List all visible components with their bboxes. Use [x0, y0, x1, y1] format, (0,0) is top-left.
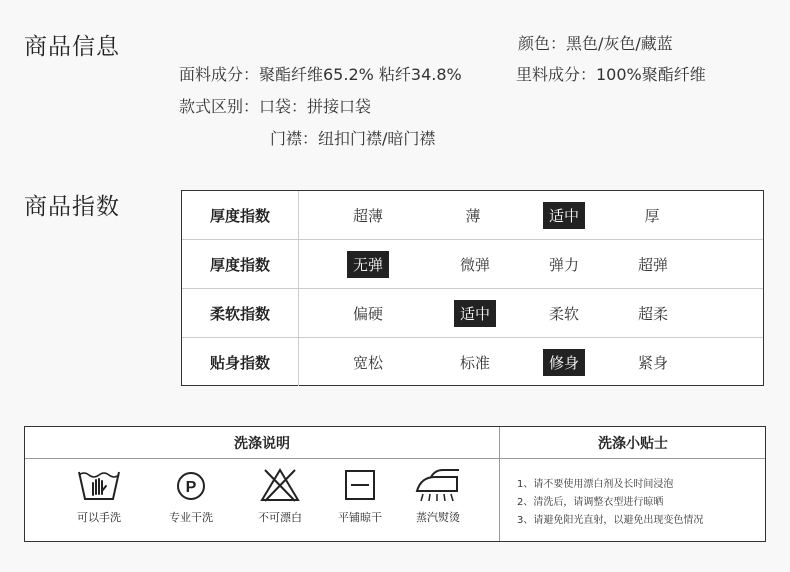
- care-item-label: 可以手洗: [77, 511, 121, 524]
- index-option: 超薄: [352, 206, 383, 225]
- wash-instructions-title: 洗涤说明: [234, 435, 290, 452]
- index-row-fit: [182, 337, 763, 386]
- index-option: 柔软: [548, 304, 579, 323]
- index-row-label: 厚度指数: [182, 240, 299, 288]
- wash-tip: 1、请不要使用漂白剂及长时间浸泡: [517, 479, 674, 490]
- index-option: 标准: [459, 353, 490, 372]
- index-option-selected: 无弹: [328, 240, 408, 288]
- index-option: 薄: [465, 206, 481, 225]
- index-option-selected: 适中: [435, 289, 515, 337]
- care-item-label: 专业干洗: [169, 511, 213, 524]
- care-item-no-bleach: [235, 467, 325, 525]
- wash-tips-title: 洗涤小贴士: [598, 435, 668, 452]
- index-option-selected: 适中: [524, 191, 604, 239]
- care-divider: [25, 458, 765, 459]
- style-info: 款式区别：口袋：拼接口袋: [179, 97, 372, 116]
- product-index-table: [181, 190, 764, 386]
- index-row-thickness: [182, 191, 763, 239]
- index-option-selected: 修身: [524, 338, 604, 386]
- index-row-label: 柔软指数: [182, 289, 299, 337]
- flat-dry-icon: [337, 467, 383, 503]
- steam-iron-icon: [413, 467, 463, 503]
- index-option: 紧身: [637, 353, 668, 372]
- index-row-softness: [182, 288, 763, 337]
- product-info-title: 商品信息: [24, 34, 120, 60]
- care-item-dry-clean: [146, 467, 236, 525]
- placket-info: 门襟：纽扣门襟/暗门襟: [270, 129, 436, 148]
- fabric-info: 面料成分：聚酯纤维65.2% 粘纤34.8%: [179, 65, 462, 84]
- care-item-hand-wash: [54, 467, 144, 525]
- index-row-label: 厚度指数: [182, 191, 299, 239]
- index-option: 弹力: [548, 255, 579, 274]
- index-option: 偏硬: [352, 304, 383, 323]
- care-item-label: 蒸汽熨烫: [416, 511, 460, 524]
- care-table: [24, 426, 766, 542]
- color-info: 颜色：黑色/灰色/藏蓝: [518, 34, 673, 53]
- care-item-label: 不可漂白: [258, 511, 302, 524]
- index-row-elasticity: [182, 239, 763, 288]
- svg-text:P: P: [185, 479, 197, 496]
- no-bleach-icon: [257, 467, 303, 503]
- index-option: 超柔: [637, 304, 668, 323]
- care-item-label: 平铺晾干: [338, 511, 382, 524]
- care-item-flat-dry: [315, 467, 405, 525]
- dry-clean-icon: [168, 467, 214, 503]
- product-index-title: 商品指数: [24, 194, 120, 220]
- lining-info: 里料成分：100%聚酯纤维: [516, 65, 706, 84]
- hand-wash-icon: [76, 467, 122, 503]
- index-option: 微弹: [459, 255, 490, 274]
- wash-tip: 2、清洗后，请调整衣型进行晾晒: [517, 497, 664, 508]
- index-row-label: 贴身指数: [182, 338, 299, 386]
- care-item-steam-iron: [393, 467, 483, 525]
- index-option: 厚: [644, 206, 660, 225]
- wash-tip: 3、请避免阳光直射，以避免出现变色情况: [517, 515, 704, 526]
- index-option: 宽松: [352, 353, 383, 372]
- index-option: 超弹: [637, 255, 668, 274]
